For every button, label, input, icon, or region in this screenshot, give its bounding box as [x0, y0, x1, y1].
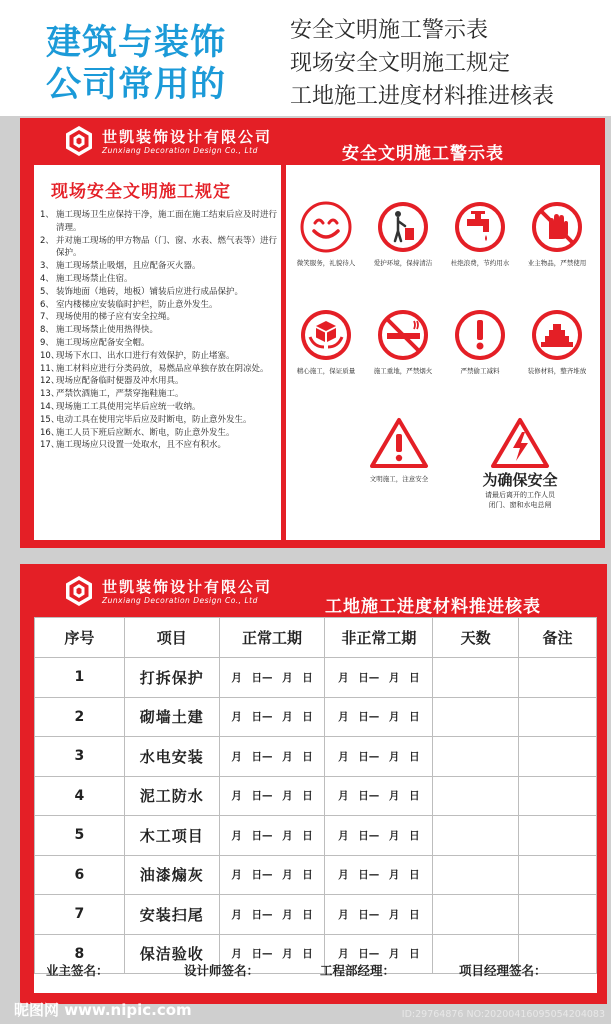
- rule-text: 装饰地面（地砖，地板）铺装后应进行成品保护。: [56, 286, 244, 297]
- rule-text: 室内楼梯应安装临时护栏，防止意外发生。: [56, 299, 218, 310]
- rules-title: 现场安全文明施工规定: [51, 182, 231, 202]
- rules-list: [40, 209, 278, 452]
- rule-text: 施工现场禁止住宿。: [56, 273, 133, 284]
- abnormal-period-cell: 月 日— 月 日: [325, 855, 433, 895]
- days-cell[interactable]: [433, 697, 519, 737]
- progress-table: [34, 617, 597, 974]
- icon-caption: 杜绝浪费，节约用水: [450, 259, 510, 267]
- normal-period-cell: 月 日— 月 日: [219, 895, 325, 935]
- rule-text: 施工人员下班后应断水、断电，防止意外发生。: [56, 427, 235, 438]
- rule-item: [40, 311, 278, 324]
- no-smoking-icon: [377, 309, 429, 361]
- rule-number: 12、: [40, 376, 60, 387]
- progress-panel: [20, 564, 607, 1004]
- abnormal-period-cell: 月 日— 月 日: [325, 776, 433, 816]
- rule-number: 15、: [40, 414, 60, 425]
- rule-number: 9、: [40, 337, 54, 348]
- remarks-cell[interactable]: [519, 658, 597, 698]
- warning-icon: [369, 417, 429, 469]
- trash-icon: [377, 201, 429, 253]
- header-cell: 天数: [433, 618, 519, 658]
- rule-item: [40, 273, 278, 286]
- contents-list: [290, 14, 554, 113]
- rule-item: [40, 337, 278, 350]
- abnormal-period-cell: 月 日— 月 日: [325, 934, 433, 974]
- row-number: 1: [35, 658, 125, 698]
- company-name: 世凯装饰设计有限公司: [102, 127, 273, 146]
- company-logo-block: [64, 575, 272, 607]
- safety-panel: [20, 118, 605, 548]
- days-cell[interactable]: [433, 737, 519, 777]
- company-logo-block: [64, 125, 272, 157]
- days-cell[interactable]: [433, 776, 519, 816]
- trash-cell: [367, 201, 439, 267]
- rule-text: 施工现场应配备安全帽。: [56, 337, 150, 348]
- table-body: [35, 658, 597, 974]
- contents-item: 工地施工进度材料推进核表: [290, 84, 555, 109]
- row-item: 保洁验收: [124, 934, 219, 974]
- company-logo-icon: [64, 575, 94, 607]
- icon-caption: 严禁偷工减料: [460, 367, 500, 375]
- rule-number: 13、: [40, 389, 60, 400]
- rule-text: 施工现场禁止使用热得快。: [56, 325, 159, 336]
- exclamation-icon: [454, 309, 506, 361]
- ensure-safety-line: 闭门、窗和水电总闸: [488, 501, 552, 509]
- icon-caption: 爱护环境，保持清洁: [373, 259, 433, 267]
- icon-caption: 精心施工，保证质量: [296, 367, 356, 375]
- rule-number: 5、: [40, 286, 54, 297]
- remarks-cell[interactable]: [519, 816, 597, 856]
- rule-item: [40, 375, 278, 388]
- warning-table-title: 安全文明施工警示表: [342, 144, 504, 164]
- days-cell[interactable]: [433, 855, 519, 895]
- warning-cell: [363, 417, 435, 483]
- icon-caption: 文明施工，注意安全: [369, 475, 429, 483]
- row-number: 5: [35, 816, 125, 856]
- rule-item: [40, 350, 278, 363]
- blue-title-line: 公司常用的: [46, 65, 227, 105]
- row-item: 油漆煽灰: [124, 855, 219, 895]
- rule-item: [40, 235, 278, 261]
- remarks-cell[interactable]: [519, 776, 597, 816]
- electric-warning-icon: [490, 417, 550, 469]
- project-manager-signature-label: 项目经理签名：: [459, 963, 547, 978]
- remarks-cell[interactable]: [519, 737, 597, 777]
- rule-item: [40, 439, 278, 452]
- rule-text: 现场使用的梯子应有安全拉绳。: [56, 312, 176, 323]
- ensure-safety-line: 请最后离开的工作人员: [485, 491, 555, 499]
- remarks-cell[interactable]: [519, 895, 597, 935]
- contents-item: 安全文明施工警示表: [290, 18, 489, 43]
- row-item: 砌墙土建: [124, 697, 219, 737]
- days-cell[interactable]: [433, 658, 519, 698]
- rule-item: [40, 363, 278, 376]
- rule-item: [40, 401, 278, 414]
- table-row: [35, 816, 597, 856]
- table-row: [35, 776, 597, 816]
- no-touch-icon: [531, 201, 583, 253]
- normal-period-cell: 月 日— 月 日: [219, 697, 325, 737]
- rule-number: 7、: [40, 312, 54, 323]
- company-name: 世凯装饰设计有限公司: [102, 577, 273, 596]
- abnormal-period-cell: 月 日— 月 日: [325, 816, 433, 856]
- header-cell: 备注: [519, 618, 597, 658]
- rule-number: 1、: [40, 210, 54, 220]
- normal-period-cell: 月 日— 月 日: [219, 658, 325, 698]
- designer-signature-label: 设计师签名：: [184, 963, 260, 978]
- abnormal-period-cell: 月 日— 月 日: [325, 697, 433, 737]
- row-number: 6: [35, 855, 125, 895]
- rule-item: [40, 286, 278, 299]
- table-row: [35, 658, 597, 698]
- contents-item: 现场安全文明施工规定: [290, 51, 511, 76]
- rule-number: 16、: [40, 427, 60, 438]
- table-row: [35, 855, 597, 895]
- rule-number: 8、: [40, 325, 54, 336]
- rule-item: [40, 299, 278, 312]
- row-item: 泥工防水: [124, 776, 219, 816]
- owner-signature-label: 业主签名：: [46, 963, 109, 978]
- normal-period-cell: 月 日— 月 日: [219, 816, 325, 856]
- exclamation-cell: [444, 309, 516, 375]
- rule-text: 现场应配备临时便器及冲水用具。: [56, 376, 184, 387]
- rule-text: 现场施工工具使用完毕后应统一收纳。: [56, 401, 201, 412]
- header-cell: 正常工期: [219, 618, 325, 658]
- rules-box: [34, 165, 281, 540]
- rule-number: 14、: [40, 401, 60, 412]
- company-logo-icon: [64, 125, 94, 157]
- rule-number: 6、: [40, 299, 54, 310]
- engineering-manager-label: 工程部经理：: [320, 963, 396, 978]
- faucet-icon: [454, 201, 506, 253]
- rule-item: [40, 324, 278, 337]
- row-number: 7: [35, 895, 125, 935]
- icon-caption: 微笑服务，礼貌待人: [296, 259, 356, 267]
- remarks-cell[interactable]: [519, 855, 597, 895]
- rule-text: 电动工具在使用完毕后应及时断电，防止意外发生。: [56, 414, 252, 425]
- rule-text: 现场下水口、出水口进行有效保护，防止堵塞。: [56, 350, 235, 361]
- icon-caption: 施工重地，严禁烟火: [373, 367, 433, 375]
- normal-period-cell: 月 日— 月 日: [219, 934, 325, 974]
- box-care-cell: [290, 309, 362, 375]
- rule-number: 11、: [40, 363, 60, 374]
- rule-item: [40, 414, 278, 427]
- normal-period-cell: 月 日— 月 日: [219, 737, 325, 777]
- remarks-cell[interactable]: [519, 697, 597, 737]
- table-row: [35, 697, 597, 737]
- rule-item: [40, 260, 278, 273]
- row-number: 2: [35, 697, 125, 737]
- row-item: 打拆保护: [124, 658, 219, 698]
- rule-number: 3、: [40, 261, 54, 272]
- row-number: 3: [35, 737, 125, 777]
- table-row: [35, 895, 597, 935]
- table-row: [35, 737, 597, 777]
- header-cell: 项目: [124, 618, 219, 658]
- stack-cell: [521, 309, 593, 375]
- abnormal-period-cell: 月 日— 月 日: [325, 895, 433, 935]
- rule-number: 4、: [40, 273, 54, 284]
- abnormal-period-cell: 月 日— 月 日: [325, 658, 433, 698]
- rule-item: [40, 427, 278, 440]
- top-header: [0, 0, 611, 116]
- company-name-en: Zunxiang Decoration Design Co., Ltd: [102, 145, 258, 155]
- no-touch-cell: [521, 201, 593, 267]
- rule-text: 施工现场应只设置一处取水，且不应有积水。: [56, 440, 227, 451]
- rule-text: 施工材料应进行分类码放，易燃品应单独存放在阴凉处。: [56, 363, 269, 374]
- rule-text: 并对施工现场的甲方物品（门、窗、水表、燃气表等）进行保护。: [56, 235, 278, 259]
- smile-cell: [290, 201, 362, 267]
- no-smoking-cell: [367, 309, 439, 375]
- rule-number: 10、: [40, 350, 60, 361]
- watermark-site: 昵图网 www.nipic.com: [14, 1001, 192, 1019]
- rule-item: [40, 209, 278, 235]
- company-name-en: Zunxiang Decoration Design Co., Ltd: [102, 595, 258, 605]
- rule-number: 17、: [40, 440, 60, 451]
- rule-number: 2、: [40, 235, 54, 246]
- progress-table-box: [34, 617, 597, 993]
- row-item: 水电安装: [124, 737, 219, 777]
- blue-title-line: 建筑与装饰: [46, 23, 227, 63]
- rule-text: 施工现场禁止吸烟，且应配备灭火器。: [56, 261, 201, 272]
- days-cell[interactable]: [433, 816, 519, 856]
- smile-icon: [300, 201, 352, 253]
- box-care-icon: [300, 309, 352, 361]
- faucet-cell: [444, 201, 516, 267]
- blue-title: [46, 22, 226, 106]
- abnormal-period-cell: 月 日— 月 日: [325, 737, 433, 777]
- days-cell[interactable]: [433, 895, 519, 935]
- row-item: 安装扫尾: [124, 895, 219, 935]
- normal-period-cell: 月 日— 月 日: [219, 855, 325, 895]
- rule-text: 严禁饮酒施工，严禁穿拖鞋施工。: [56, 389, 184, 400]
- watermark-id: ID:29764876 NO:20200416095054204083: [401, 1009, 605, 1020]
- stack-icon: [531, 309, 583, 361]
- ensure-safety-title: 为确保安全: [482, 471, 558, 489]
- icon-caption: 装修材料，整齐堆放: [527, 367, 587, 375]
- rule-text: 施工现场卫生应保持干净，施工面在施工结束后应及时进行清理。: [56, 210, 278, 233]
- icons-box: [286, 165, 600, 540]
- row-number: 4: [35, 776, 125, 816]
- header-cell: 非正常工期: [325, 618, 433, 658]
- header-cell: 序号: [35, 618, 125, 658]
- table-header-row: [35, 618, 597, 658]
- progress-table-title: 工地施工进度材料推进核表: [325, 597, 541, 617]
- normal-period-cell: 月 日— 月 日: [219, 776, 325, 816]
- row-number: 8: [35, 934, 125, 974]
- row-item: 木工项目: [124, 816, 219, 856]
- ensure-safety-cell: [468, 417, 572, 510]
- icon-caption: 业主物品，严禁使用: [527, 259, 587, 267]
- rule-item: [40, 388, 278, 401]
